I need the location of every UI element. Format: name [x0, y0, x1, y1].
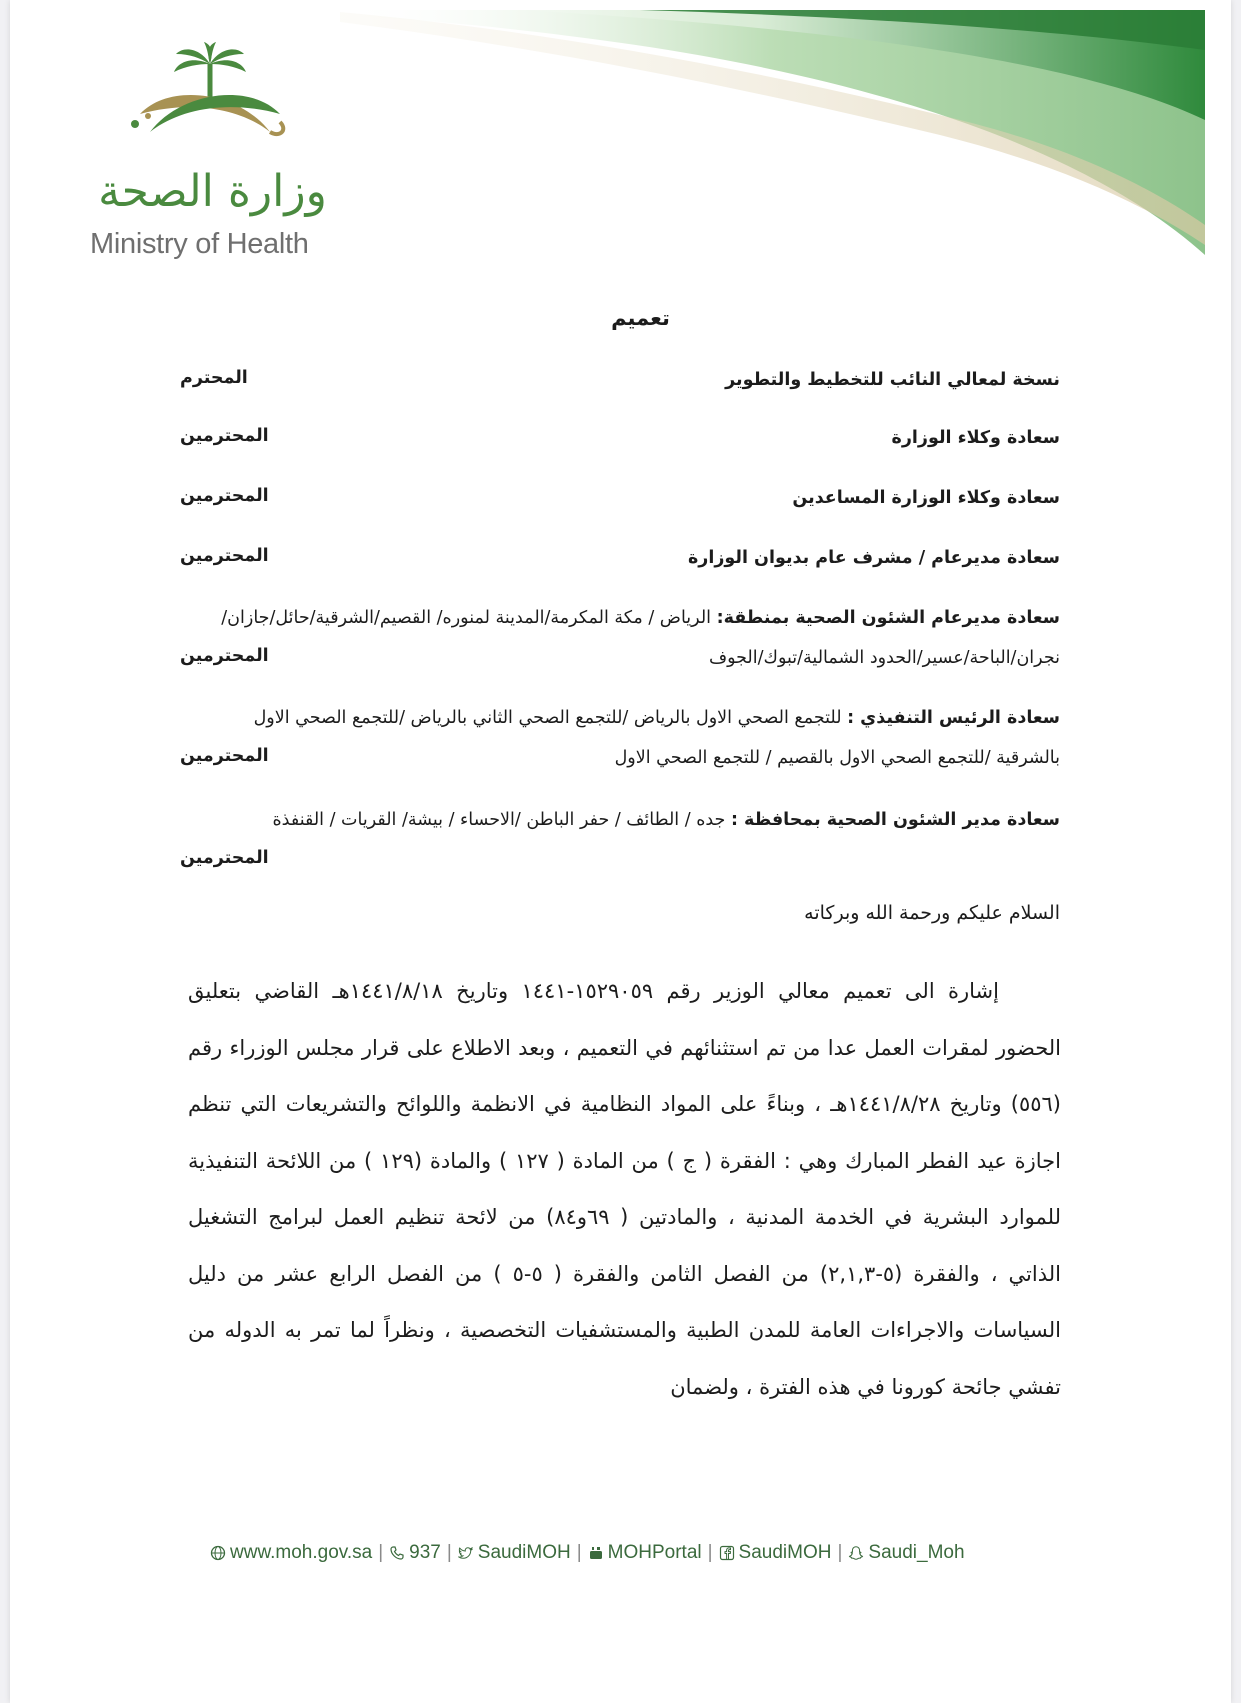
- facebook-text: SaudiMOH: [738, 1542, 832, 1563]
- youtube-text: MOHPortal: [607, 1542, 702, 1563]
- twitter-icon: [458, 1545, 474, 1561]
- ministry-logo: [90, 42, 350, 262]
- twitter-text: SaudiMOH: [477, 1542, 571, 1563]
- recipient-honorific: المحترمين: [180, 646, 269, 666]
- recipient-text: نسخة لمعالي النائب للتخطيط والتطوير: [725, 370, 1060, 390]
- logo-arabic-name: وزارة الصحة: [98, 166, 327, 217]
- facebook-icon: [719, 1545, 735, 1561]
- document-title: تعميم: [611, 306, 670, 330]
- footer-contacts: [210, 1542, 1040, 1564]
- globe-icon: [210, 1545, 226, 1561]
- recipient-honorific: المحترم: [180, 368, 248, 388]
- footer-twitter[interactable]: [458, 1542, 571, 1564]
- body-paragraph: إشارة الى تعميم معالي الوزير رقم ١٥٢٩٠٥٩-١٤٤١ وتاريخ ١٤٤١/٨/١٨هـ القاضي بتعليق الحضور لمقرات العمل عدا من تم استثنائهم في التعميم ، وبعد الاطلاع على قرار مجلس الوزراء رقم (٥٥٦) وتاريخ ١٤٤١/٨/٢٨هـ ، وبناءً على المواد النظامية في الانظمة واللوائح والتشريعات التي تنظم اجازة عيد الفطر المبارك وهي : الفقرة ( ج ) من المادة ( ١٢٧ ) والمادة (١٢٩ ) من اللائحة التنفيذية للموارد البشرية في الخدمة المدنية ، والمادتين ( ٦٩و٨٤) من لائحة تنظيم العمل لبرامج التشغيل الذاتي ، والفقرة (٥-٢,١,٣) من الفصل الثامن والفقرة ( ٥-٥ ) من الفصل الرابع عشر من دليل السياسات والاجراءات العامة للمدن الطبية والمستشفيات التخصصية ، ونظراً لما تمر به الدوله من تفشي جائحة كورونا في هذه الفترة ، ولضمان: [188, 979, 1061, 1399]
- recipient-honorific: المحترمين: [180, 746, 269, 766]
- recipient-honorific: المحترمين: [180, 848, 269, 868]
- snapchat-icon: [848, 1545, 864, 1561]
- recipient-text: سعادة وكلاء الوزارة: [891, 428, 1060, 448]
- footer-separator: |: [576, 1542, 582, 1563]
- footer-phone[interactable]: [389, 1542, 441, 1564]
- footer-facebook[interactable]: [719, 1542, 832, 1564]
- youtube-icon: [588, 1545, 604, 1561]
- footer-website[interactable]: [210, 1542, 372, 1564]
- recipient-regions: الرياض / مكة المكرمة/المدينة لمنوره/ القصيم/الشرقية/حائل/جازان/نجران/الباحة/عسير/الحدود الشمالية/تبوك/الجوف: [221, 608, 1060, 668]
- footer-snapchat[interactable]: [848, 1542, 964, 1564]
- recipient-honorific: المحترمين: [180, 426, 269, 446]
- recipient-title: سعادة مدير الشئون الصحية بمحافظة :: [730, 810, 1060, 830]
- recipient-text: سعادة مديرعام / مشرف عام بديوان الوزارة: [687, 548, 1060, 568]
- snapchat-text: Saudi_Moh: [868, 1542, 965, 1563]
- footer-separator: |: [446, 1542, 452, 1563]
- recipient-title: سعادة الرئيس التنفيذي :: [847, 708, 1060, 728]
- recipient-clusters: للتجمع الصحي الاول بالرياض /للتجمع الصحي الثاني بالرياض /للتجمع الصحي الاول بالشرقية /للتجمع الصحي الاول بالقصيم / للتجمع الصحي الاول: [253, 708, 1060, 768]
- greeting: السلام عليكم ورحمة الله وبركاته: [804, 902, 1060, 924]
- palm-swords-emblem-icon: [120, 42, 300, 152]
- recipient-text: [200, 698, 1060, 778]
- recipient-honorific: المحترمين: [180, 546, 269, 566]
- phone-text: 937: [409, 1542, 441, 1563]
- header-swoosh-decoration: [340, 10, 1205, 255]
- recipient-honorific: المحترمين: [180, 486, 269, 506]
- logo-english-name: Ministry of Health: [90, 228, 309, 260]
- footer-youtube[interactable]: [588, 1542, 702, 1564]
- footer-separator: |: [378, 1542, 384, 1563]
- footer-separator: |: [707, 1542, 713, 1563]
- recipient-text: سعادة وكلاء الوزارة المساعدين: [792, 488, 1060, 508]
- recipient-governorates: جده / الطائف / حفر الباطن /الاحساء / بيشة/ القريات / القنفذة: [272, 810, 731, 830]
- footer-separator: |: [837, 1542, 843, 1563]
- recipient-text: [200, 598, 1060, 678]
- phone-icon: [389, 1545, 405, 1561]
- recipient-text: [200, 800, 1060, 840]
- document-page: [10, 0, 1231, 1703]
- website-text: www.moh.gov.sa: [230, 1542, 373, 1563]
- recipient-title: سعادة مديرعام الشئون الصحية بمنطقة:: [716, 608, 1060, 628]
